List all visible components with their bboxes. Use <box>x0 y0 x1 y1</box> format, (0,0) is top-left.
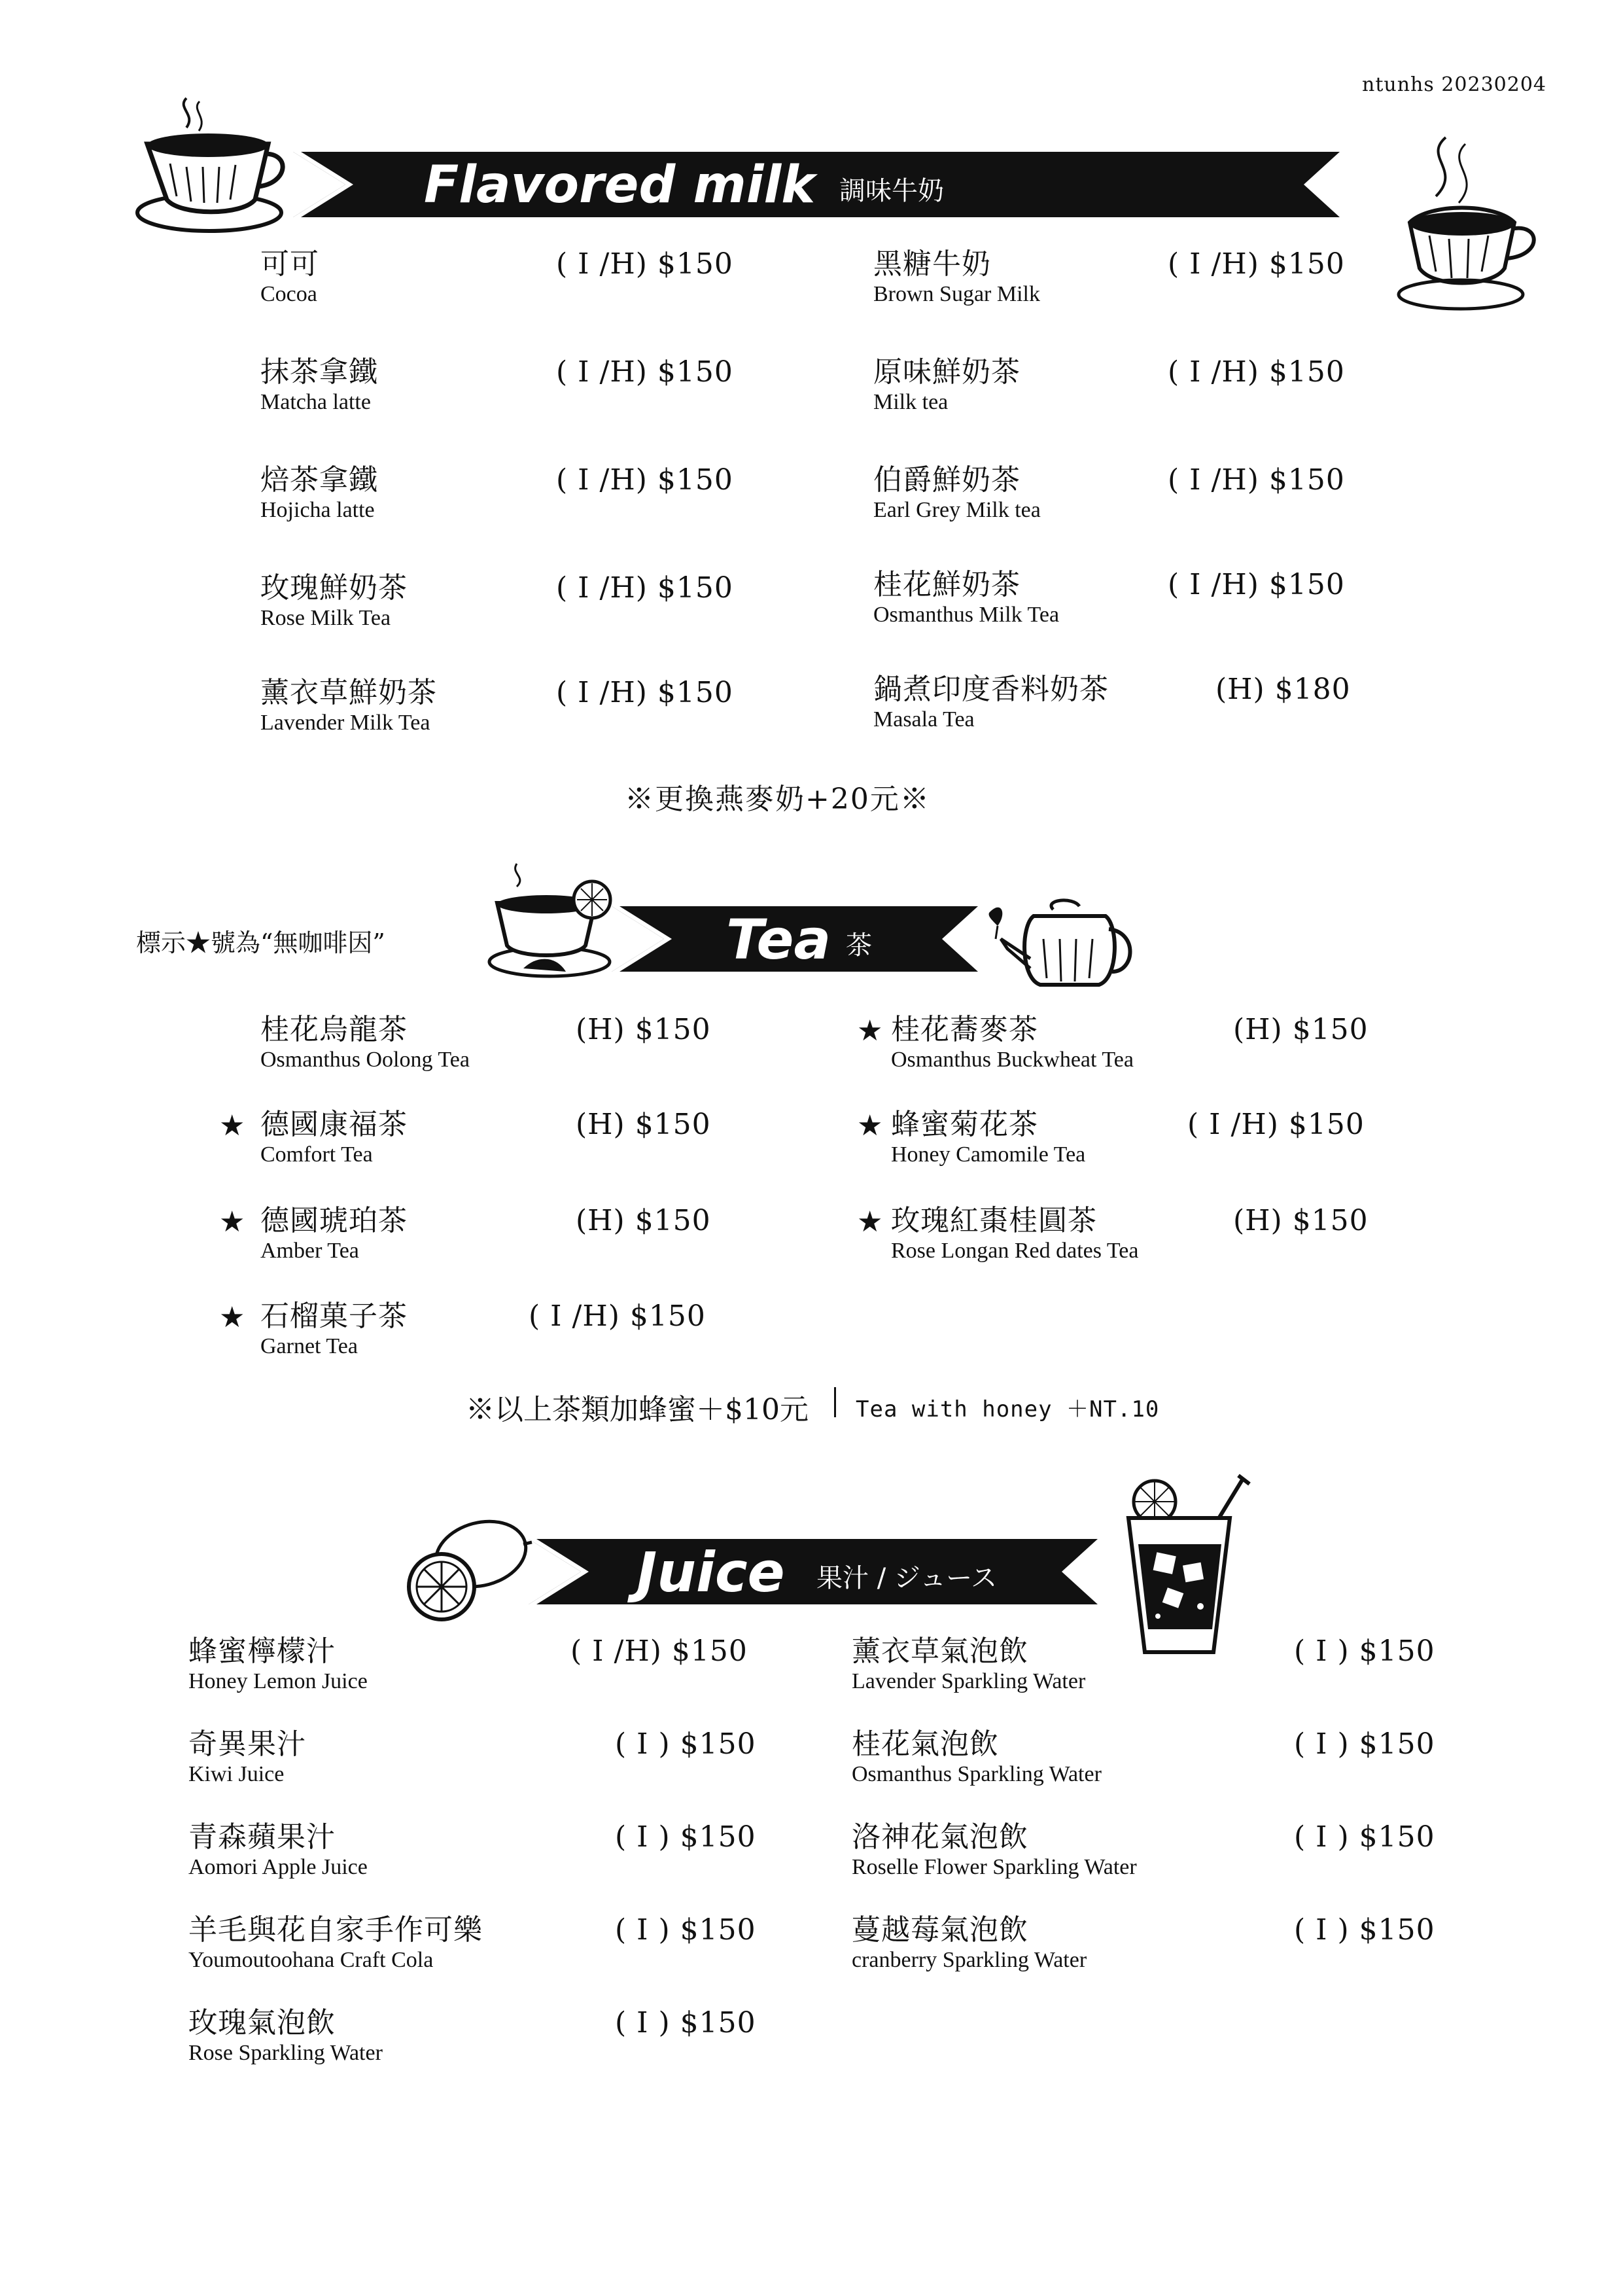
item-name-en: Roselle Flower Sparkling Water <box>852 1855 1137 1879</box>
item-name-en: Osmanthus Oolong Tea <box>260 1048 470 1072</box>
item-name-en: Osmanthus Buckwheat Tea <box>891 1048 1134 1072</box>
item-name-zh: 玫瑰鮮奶茶 <box>260 571 408 605</box>
item-name-zh: 玫瑰紅棗桂圓茶 <box>891 1204 1097 1237</box>
item-name-zh: 蜂蜜菊花茶 <box>891 1108 1038 1141</box>
tea-subtitle: 茶 <box>846 930 872 961</box>
item-name-en: Amber Tea <box>260 1239 359 1263</box>
menu-item-craft-cola <box>188 1913 483 1973</box>
item-name-zh: 洛神花氣泡飲 <box>852 1820 1028 1854</box>
caffeine-free-star: ★ <box>857 1014 883 1048</box>
milk-banner <box>293 152 1340 217</box>
item-price: ( I /H) $150 <box>1187 1108 1365 1141</box>
menu-item-honey-lemon <box>188 1634 368 1695</box>
item-name-en: Youmoutoohana Craft Cola <box>188 1948 434 1972</box>
caffeine-free-star: ★ <box>219 1205 245 1239</box>
menu-item-comfort-tea <box>260 1108 408 1168</box>
item-price: ( I ) $150 <box>1294 1634 1435 1668</box>
caffeine-free-legend: 標示★號為“無咖啡因” <box>136 928 385 957</box>
item-name-en: Comfort Tea <box>260 1142 373 1167</box>
item-name-en: Aomori Apple Juice <box>188 1855 368 1879</box>
item-name-en: Osmanthus Milk Tea <box>873 603 1060 627</box>
honey-note: ※以上茶類加蜂蜜＋$10元 <box>466 1393 809 1426</box>
menu-item-honey-camomile <box>891 1108 1085 1168</box>
item-name-en: Masala Tea <box>873 707 975 732</box>
tea-title: Tea <box>726 908 831 972</box>
item-price: ( I /H) $150 <box>570 1634 748 1668</box>
item-name-en: Milk tea <box>873 390 949 414</box>
item-name-zh: 蔓越莓氣泡飲 <box>852 1913 1028 1947</box>
steaming-cup-illustration <box>1384 131 1547 321</box>
item-name-zh: 桂花烏龍茶 <box>260 1013 408 1046</box>
item-name-zh: 奇異果汁 <box>188 1727 306 1761</box>
caffeine-free-star: ★ <box>857 1109 883 1142</box>
item-name-zh: 黑糖牛奶 <box>873 247 991 281</box>
menu-item-osmanthus-oolong <box>260 1013 470 1073</box>
item-price: (H) $150 <box>576 1204 711 1237</box>
juice-subtitle: 果汁 / ジュース <box>816 1563 998 1593</box>
item-price: (H) $150 <box>1233 1013 1369 1046</box>
menu-item-masala-tea <box>873 673 1109 733</box>
item-name-zh: 石榴菓子茶 <box>260 1299 408 1333</box>
item-price: ( I /H) $150 <box>556 463 733 497</box>
item-price: ( I /H) $150 <box>556 571 733 605</box>
item-name-zh: 德國康福茶 <box>260 1108 408 1141</box>
lemon-illustration <box>402 1508 533 1626</box>
caffeine-free-star: ★ <box>219 1301 245 1334</box>
item-name-zh: 青森蘋果汁 <box>188 1820 336 1854</box>
caffeine-free-star: ★ <box>857 1205 883 1239</box>
menu-item-cocoa <box>260 247 319 308</box>
item-price: ( I ) $150 <box>1294 1727 1435 1761</box>
menu-item-rose-sparkling <box>188 2006 383 2066</box>
item-name-zh: 德國琥珀茶 <box>260 1204 408 1237</box>
item-price: (H) $180 <box>1215 673 1351 706</box>
caffeine-free-star: ★ <box>219 1109 245 1142</box>
item-name-en: cranberry Sparkling Water <box>852 1948 1087 1972</box>
item-price: ( I ) $150 <box>615 1727 756 1761</box>
menu-item-lavender-sparkling <box>852 1634 1085 1695</box>
teacup-illustration <box>484 857 615 981</box>
menu-item-rose-milk-tea <box>260 571 408 631</box>
juice-banner <box>529 1539 1098 1604</box>
item-name-zh: 可可 <box>260 247 319 281</box>
item-name-en: Earl Grey Milk tea <box>873 498 1041 522</box>
item-name-zh: 桂花鮮奶茶 <box>873 568 1021 601</box>
teapot-illustration <box>981 887 1145 998</box>
note-divider <box>834 1387 836 1417</box>
item-price: ( I ) $150 <box>615 2006 756 2040</box>
item-name-en: Lavender Sparkling Water <box>852 1669 1086 1693</box>
menu-item-osmanthus-milk-tea <box>873 568 1059 628</box>
item-name-en: Rose Longan Red dates Tea <box>891 1239 1139 1263</box>
honey-note-en: Tea with honey ＋NT.10 <box>856 1396 1160 1422</box>
menu-item-milk-tea <box>873 355 1021 415</box>
item-name-en: Lavender Milk Tea <box>260 711 430 735</box>
item-name-en: Honey Lemon Juice <box>188 1669 368 1693</box>
menu-item-earl-grey-milk-tea <box>873 463 1041 523</box>
menu-item-cranberry-sparkling <box>852 1913 1087 1973</box>
iced-drink-illustration <box>1109 1466 1266 1662</box>
item-name-zh: 鍋煮印度香料奶茶 <box>873 673 1109 706</box>
item-price: ( I /H) $150 <box>556 676 733 709</box>
menu-item-kiwi-juice <box>188 1727 306 1788</box>
item-name-zh: 玫瑰氣泡飲 <box>188 2006 336 2040</box>
item-name-zh: 桂花蕎麥茶 <box>891 1013 1038 1046</box>
item-price: (H) $150 <box>576 1108 711 1141</box>
item-name-en: Honey Camomile Tea <box>891 1142 1086 1167</box>
menu-item-brown-sugar-milk <box>873 247 1040 308</box>
item-name-zh: 薰衣草鮮奶茶 <box>260 676 437 709</box>
item-price: ( I ) $150 <box>1294 1913 1435 1947</box>
menu-item-amber-tea <box>260 1204 408 1264</box>
item-name-en: Brown Sugar Milk <box>873 282 1040 306</box>
item-name-en: Cocoa <box>260 282 317 306</box>
menu-item-hojicha-latte <box>260 463 378 523</box>
tea-banner <box>612 906 978 972</box>
menu-item-matcha-latte <box>260 355 378 415</box>
item-name-zh: 抹茶拿鐵 <box>260 355 378 389</box>
menu-item-garnet-tea <box>260 1299 408 1360</box>
item-price: ( I /H) $150 <box>1168 568 1345 601</box>
item-name-en: Rose Sparkling Water <box>188 2041 383 2065</box>
menu-item-aomori-apple <box>188 1820 368 1881</box>
item-name-zh: 蜂蜜檸檬汁 <box>188 1634 336 1668</box>
document-code: ntunhs 20230204 <box>1362 73 1546 96</box>
item-price: (H) $150 <box>1233 1204 1369 1237</box>
item-price: ( I ) $150 <box>1294 1820 1435 1854</box>
juice-title: Juice <box>637 1540 785 1604</box>
item-price: ( I ) $150 <box>615 1820 756 1854</box>
oat-milk-note: ※更換燕麥奶+20元※ <box>625 783 930 816</box>
item-price: ( I /H) $150 <box>529 1299 706 1333</box>
item-name-en: Matcha latte <box>260 390 371 414</box>
item-name-zh: 焙茶拿鐵 <box>260 463 378 497</box>
item-price: ( I /H) $150 <box>1168 463 1345 497</box>
item-name-zh: 伯爵鮮奶茶 <box>873 463 1021 497</box>
milk-subtitle: 調味牛奶 <box>839 176 944 206</box>
item-name-zh: 原味鮮奶茶 <box>873 355 1021 389</box>
item-name-en: Garnet Tea <box>260 1334 358 1358</box>
item-name-en: Hojicha latte <box>260 498 375 522</box>
item-name-en: Rose Milk Tea <box>260 606 391 630</box>
item-price: ( I /H) $150 <box>1168 355 1345 389</box>
menu-item-osmanthus-sparkling <box>852 1727 1102 1788</box>
coffee-cup-illustration <box>131 92 288 236</box>
item-name-zh: 薰衣草氣泡飲 <box>852 1634 1028 1668</box>
item-price: ( I /H) $150 <box>1168 247 1345 281</box>
item-name-en: Kiwi Juice <box>188 1762 285 1786</box>
menu-item-rose-longan <box>891 1204 1138 1264</box>
menu-item-lavender-milk-tea <box>260 676 437 736</box>
item-name-zh: 羊毛與花自家手作可樂 <box>188 1913 483 1947</box>
menu-item-osmanthus-buckwheat <box>891 1013 1134 1073</box>
item-name-zh: 桂花氣泡飲 <box>852 1727 999 1761</box>
item-price: ( I /H) $150 <box>556 247 733 281</box>
item-price: (H) $150 <box>576 1013 711 1046</box>
item-price: ( I ) $150 <box>615 1913 756 1947</box>
menu-item-roselle-sparkling <box>852 1820 1137 1881</box>
milk-title: Flavored milk <box>424 156 816 215</box>
item-price: ( I /H) $150 <box>556 355 733 389</box>
item-name-en: Osmanthus Sparkling Water <box>852 1762 1102 1786</box>
